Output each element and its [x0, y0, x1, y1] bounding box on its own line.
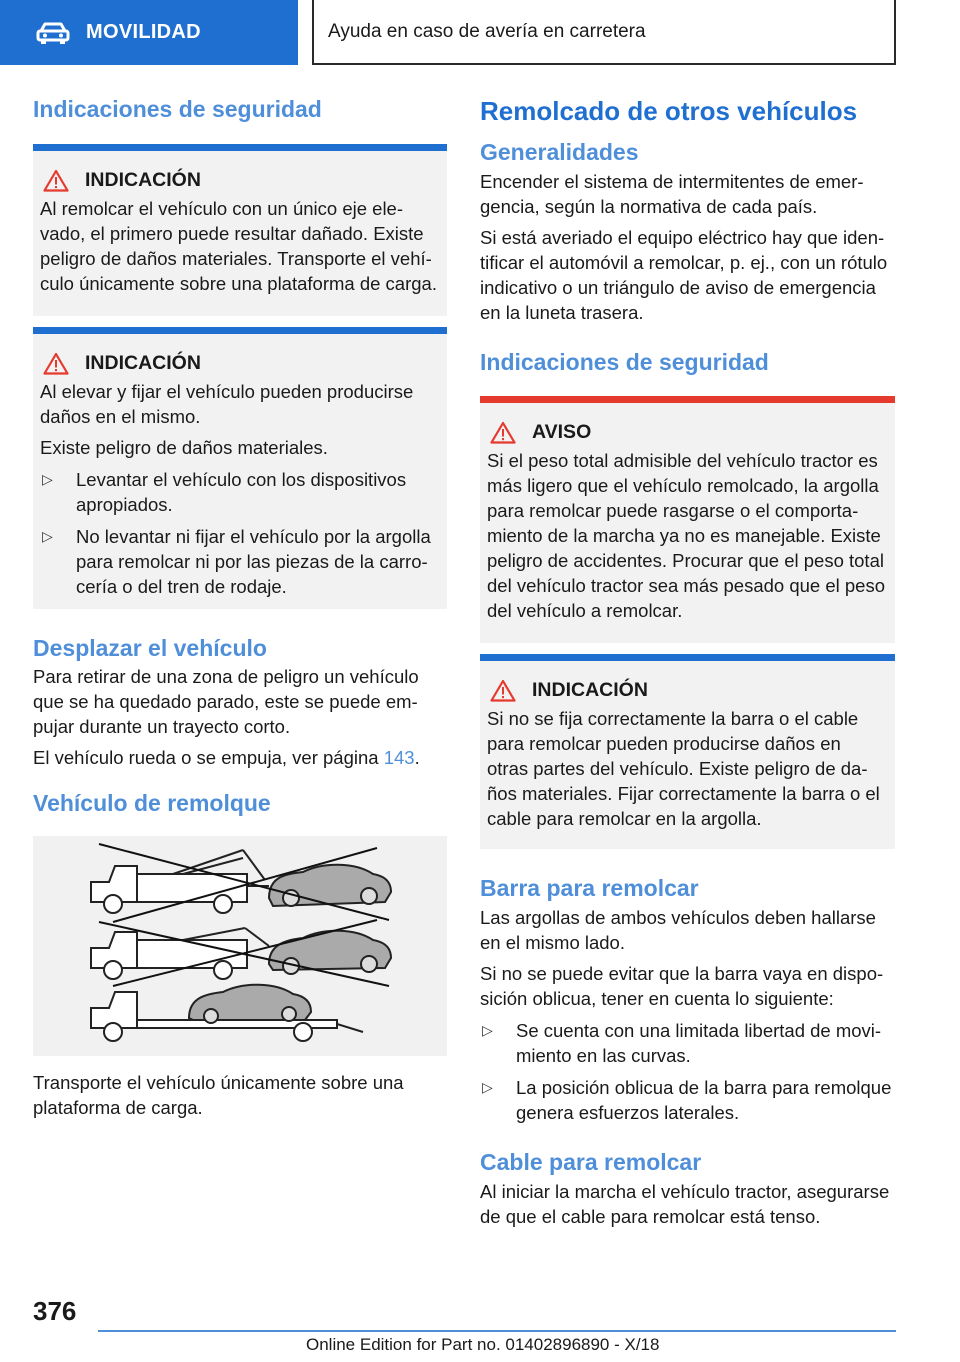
bullet-triangle-icon: ▷ — [42, 470, 53, 487]
note-box-2 — [33, 327, 447, 609]
section-label: MOVILIDAD — [86, 21, 201, 43]
section-tab — [0, 0, 298, 65]
note-title: INDICACIÓN — [532, 679, 648, 702]
warning-text: Si el peso total admisible del vehículo tractor es más ligero que el vehículo remolcado, la argolla para remolcar puede rasgarse o el comportamiento de la marcha ya no es manejable. Existe peligro de accidentes. Procurar que el peso total del vehículo tractor sea más pesado que el peso del vehículo a remolcar. — [487, 450, 885, 622]
left-column — [33, 96, 447, 1120]
note-text: Existe peligro de daños materiales. — [40, 436, 328, 458]
car-icon — [36, 21, 70, 45]
page-number: 376 — [33, 1296, 77, 1326]
bullet-triangle-icon: ▷ — [482, 1078, 493, 1095]
warning-triangle-icon — [43, 169, 69, 192]
paragraph: Si no se puede evitar que la barra vaya en disposición oblicua, tener en cuenta lo siguiente: — [480, 962, 884, 1009]
image-caption: Transporte el vehículo únicamente sobre una plataforma de carga. — [33, 1071, 404, 1118]
right-column — [480, 96, 895, 1229]
note-title: INDICACIÓN — [85, 168, 201, 191]
paragraph: Al iniciar la marcha el vehículo tractor, asegurarse de que el cable para remolcar está tenso. — [480, 1180, 890, 1227]
warning-triangle-icon — [43, 352, 69, 375]
list-item: ▷ No levantar ni fijar el vehículo por la argolla para remolcar ni por las piezas de la carrocería o del tren de rodaje. — [42, 525, 431, 597]
paragraph: Si está averiado el equipo eléctrico hay que identificar el automóvil a remolcar, p. ej., con un rótulo indicativo o un triángulo de aviso de emergencia en la luneta trasera. — [480, 226, 888, 323]
edition-text: Online Edition for Part no. 01402896890 - X/18 — [306, 1335, 660, 1354]
tow-bar-bullet-list — [480, 1018, 895, 1125]
heading-move-vehicle: Desplazar el vehículo — [33, 634, 267, 661]
bullet-triangle-icon: ▷ — [42, 527, 53, 544]
paragraph: Para retirar de una zona de peligro un vehículo que se ha quedado parado, este se puede empujar durante un trayecto corto. — [33, 666, 419, 738]
page-section-title: Remolcado de otros vehículos — [480, 96, 858, 126]
paragraph: El vehículo rueda o se empuja, ver página 143. — [33, 747, 420, 769]
list-item: ▷ Levantar el vehículo con los dispositivos apropiados. — [42, 468, 407, 515]
paragraph: Encender el sistema de intermitentes de emergencia, según la normativa de cada país. — [480, 170, 864, 217]
heading-tow-vehicle: Vehículo de remolque — [33, 790, 271, 817]
footer-divider — [98, 1330, 896, 1332]
chapter-title: Ayuda en caso de avería en carretera — [312, 0, 896, 65]
note-box-1 — [33, 144, 447, 316]
paragraph: Las argollas de ambos vehículos deben hallarse en el mismo lado. — [480, 906, 876, 953]
heading-general: Generalidades — [480, 139, 639, 166]
warning-triangle-icon — [490, 421, 516, 444]
note-title: INDICACIÓN — [85, 351, 201, 374]
heading-safety-notes: Indicaciones de seguridad — [33, 96, 322, 122]
warning-box — [480, 396, 895, 643]
warning-triangle-icon — [490, 679, 516, 702]
towing-illustration — [33, 836, 447, 1056]
note-text: Al remolcar el vehículo con un único eje elevado, el primero puede resultar dañado. Existe peligro de daños materiales. Transporte el vehículo únicamente sobre una plataforma de carga. — [40, 197, 437, 294]
bullet-triangle-icon: ▷ — [482, 1021, 493, 1038]
note-bullet-list — [40, 467, 438, 599]
heading-tow-bar: Barra para remolcar — [480, 875, 699, 902]
note-text: Si no se fija correctamente la barra o el cable para remolcar pueden producirse daños en otras partes del vehículo. Existe peligro de daños materiales. Fijar correctamente la barra o el cable para remolcar en la argolla. — [487, 708, 880, 830]
warning-title: AVISO — [532, 421, 592, 444]
note-box-3 — [480, 654, 895, 849]
heading-tow-rope: Cable para remolcar — [480, 1148, 702, 1175]
list-item: ▷ La posición oblicua de la barra para remolque genera esfuerzos laterales. — [482, 1076, 892, 1123]
list-item: ▷ Se cuenta con una limitada libertad de movimiento en las curvas. — [482, 1019, 882, 1066]
heading-safety-notes: Indicaciones de seguridad — [480, 348, 769, 375]
note-text: Al elevar y fijar el vehículo pueden producirse daños en el mismo. — [40, 380, 414, 427]
towing-methods-icon — [33, 836, 447, 1056]
page-link[interactable]: 143 — [383, 747, 415, 769]
